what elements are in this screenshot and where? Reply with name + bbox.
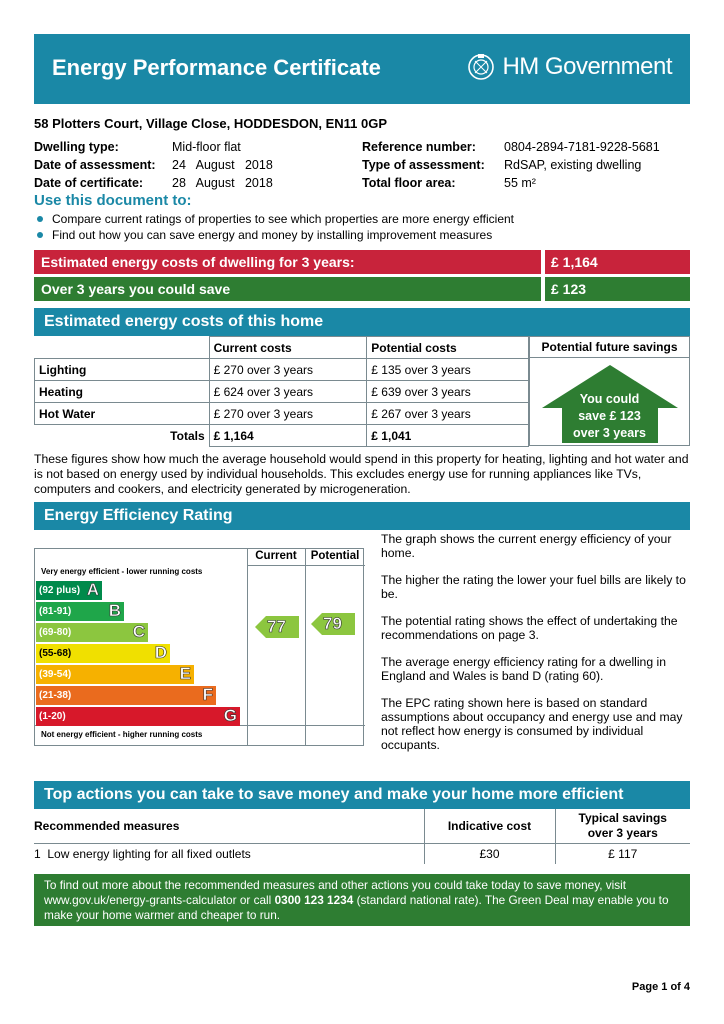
explanation-paragraph: The EPC rating shown here is based on standard assumptions about occupancy and energy use and may not reflect how energy is consumed by individual occupants. — [381, 696, 683, 752]
detail-value: 24 August 2018 — [172, 158, 273, 172]
potential-rating-marker — [311, 613, 355, 640]
potential-column-header: Potential — [310, 550, 360, 562]
indicative-cost-cell: £30 — [424, 843, 555, 864]
rating-band-f — [36, 686, 216, 705]
band-letter: D — [154, 643, 167, 662]
band-range: (81-91) — [39, 606, 72, 617]
estimated-cost-label: Estimated energy costs of dwelling for 3 years: — [34, 250, 541, 274]
table-row — [35, 359, 529, 381]
table-header-row — [34, 809, 690, 843]
efficient-note: Very energy efficient - lower running costs — [41, 567, 203, 576]
current-cost-cell: £ 270 over 3 years — [209, 359, 367, 381]
measure-number: 1 — [34, 846, 41, 861]
potential-cost-cell: £ 267 over 3 years — [367, 403, 529, 425]
rating-band-b — [36, 602, 124, 621]
savings-text — [530, 391, 689, 442]
row-label: Lighting — [35, 359, 210, 381]
detail-value: 0804-2894-7181-9228-5681 — [504, 140, 660, 154]
use-document-list — [34, 211, 690, 243]
measure-cell — [34, 843, 424, 864]
explanation-paragraph: The average energy efficiency rating for a dwelling in England and Wales is band D (rating 60). — [381, 655, 666, 683]
rating-band-d — [36, 644, 170, 663]
detail-label: Dwelling type: — [34, 140, 119, 154]
band-letter: E — [179, 664, 191, 683]
column-header-cost: Indicative cost — [424, 809, 555, 843]
detail-value: Mid-floor flat — [172, 140, 241, 154]
band-range: (92 plus) — [39, 585, 81, 596]
empty-header-cell — [35, 337, 210, 359]
row-label: Heating — [35, 381, 210, 403]
chart-columns-frame — [247, 548, 365, 746]
band-letter: B — [108, 601, 121, 620]
current-cost-cell: £ 624 over 3 years — [209, 381, 367, 403]
table-header-row — [35, 337, 529, 359]
band-letter: G — [223, 706, 237, 725]
bullet-icon — [37, 216, 43, 222]
typical-savings-cell: £ 117 — [555, 843, 690, 864]
inefficient-note: Not energy efficient - higher running costs — [41, 730, 203, 739]
footer-phone: 0300 123 1234 — [274, 893, 354, 907]
band-letter: C — [132, 622, 145, 641]
table-row — [35, 403, 529, 425]
row-label: Hot Water — [35, 403, 210, 425]
header-line: over 3 years — [587, 825, 658, 840]
detail-label: Date of certificate: — [34, 176, 144, 190]
costs-table — [34, 336, 529, 447]
list-item — [34, 211, 690, 227]
page-title: Energy Performance Certificate — [52, 55, 381, 80]
column-header-current: Current costs — [209, 337, 367, 359]
recommendations-table — [34, 809, 690, 864]
band-range: (55-68) — [39, 648, 72, 659]
band-range: (39-54) — [39, 669, 72, 680]
efficiency-section-heading: Energy Efficiency Rating — [34, 502, 690, 530]
column-header-typical-savings — [555, 809, 690, 843]
detail-label: Type of assessment: — [362, 158, 485, 172]
footer-text: To find out more about the recommended measures and other actions you could take today to save money, visit www.gov.uk/energy-grants-calculator or call — [44, 878, 627, 907]
savings-cell — [529, 358, 690, 446]
current-cost-cell: £ 270 over 3 years — [209, 403, 367, 425]
hm-government-logo — [466, 50, 672, 84]
bullet-icon — [37, 232, 43, 238]
details-left — [34, 138, 273, 192]
costs-section-heading: Estimated energy costs of this home — [34, 308, 690, 336]
band-letter: F — [202, 685, 213, 704]
current-column-header: Current — [255, 550, 297, 562]
rating-band-c — [36, 623, 148, 642]
rating-band-e — [36, 665, 194, 684]
table-row — [34, 843, 690, 864]
savings-value: £ 123 — [545, 277, 690, 301]
detail-value: RdSAP, existing dwelling — [504, 158, 642, 172]
estimated-cost-value: £ 1,164 — [545, 250, 690, 274]
table-row — [35, 381, 529, 403]
band-range: (69-80) — [39, 627, 72, 638]
detail-value: 55 m² — [504, 176, 536, 190]
savings-line: save £ 123 — [578, 409, 641, 423]
actions-section-heading: Top actions you can take to save money and make your home more efficient — [34, 781, 690, 809]
column-header-potential: Potential costs — [367, 337, 529, 359]
current-rating-value: 77 — [267, 617, 286, 636]
savings-label: Over 3 years you could save — [34, 277, 541, 301]
totals-label: Totals — [35, 425, 210, 447]
band-letter: A — [86, 580, 99, 599]
costs-note: These figures show how much the average household would spend in this property for heating, lighting and hot water and is not based on energy used by individual households. This excludes energy use for running appliances like TVs, computers and cookers, and electricity generated by microgeneration. — [34, 452, 689, 496]
list-item — [34, 227, 690, 243]
bullet-text: Find out how you can save energy and money by installing improvement measures — [52, 228, 493, 242]
header-banner — [34, 34, 690, 104]
rating-band-g — [36, 707, 240, 726]
band-range: (1-20) — [39, 711, 66, 722]
chart-footer-line — [247, 725, 365, 726]
savings-line: You could — [579, 392, 640, 406]
efficiency-explanation — [381, 532, 691, 752]
chart-column-divider — [305, 548, 306, 746]
crest-icon — [466, 52, 496, 82]
column-header-savings: Potential future savings — [529, 336, 690, 358]
totals-row — [35, 425, 529, 447]
page-number: Page 1 of 4 — [631, 981, 690, 993]
totals-current: £ 1,164 — [209, 425, 367, 447]
column-header-measures: Recommended measures — [34, 809, 424, 843]
measure-text: Low energy lighting for all fixed outlets — [47, 846, 251, 861]
potential-cost-cell: £ 639 over 3 years — [367, 381, 529, 403]
detail-value: 28 August 2018 — [172, 176, 273, 190]
band-range: (21-38) — [39, 690, 72, 701]
property-address: 58 Plotters Court, Village Close, HODDESDON, EN11 0GP — [34, 116, 388, 131]
header-line: Typical savings — [578, 810, 667, 825]
potential-cost-cell: £ 135 over 3 years — [367, 359, 529, 381]
details-right — [362, 138, 660, 192]
detail-label: Date of assessment: — [34, 158, 156, 172]
current-rating-marker — [255, 616, 299, 643]
totals-potential: £ 1,041 — [367, 425, 529, 447]
explanation-paragraph: The higher the rating the lower your fuel bills are likely to be. — [381, 573, 686, 601]
rating-band-a — [36, 581, 102, 600]
bullet-text: Compare current ratings of properties to see which properties are more energy efficient — [52, 212, 515, 226]
detail-label: Total floor area: — [362, 176, 456, 190]
detail-label: Reference number: — [362, 140, 476, 154]
explanation-paragraph: The potential rating shows the effect of undertaking the recommendations on page 3. — [381, 614, 678, 642]
brand-text: HM Government — [502, 53, 672, 80]
potential-rating-value: 79 — [323, 614, 342, 633]
savings-line: over 3 years — [573, 426, 646, 440]
use-document-heading: Use this document to: — [34, 192, 192, 209]
footer-info-box — [34, 874, 690, 926]
footer-text: (standard national rate). The Green Deal may enable you to make your home warmer and cheaper to run. — [44, 893, 669, 922]
explanation-paragraph: The graph shows the current energy efficiency of your home. — [381, 532, 672, 560]
